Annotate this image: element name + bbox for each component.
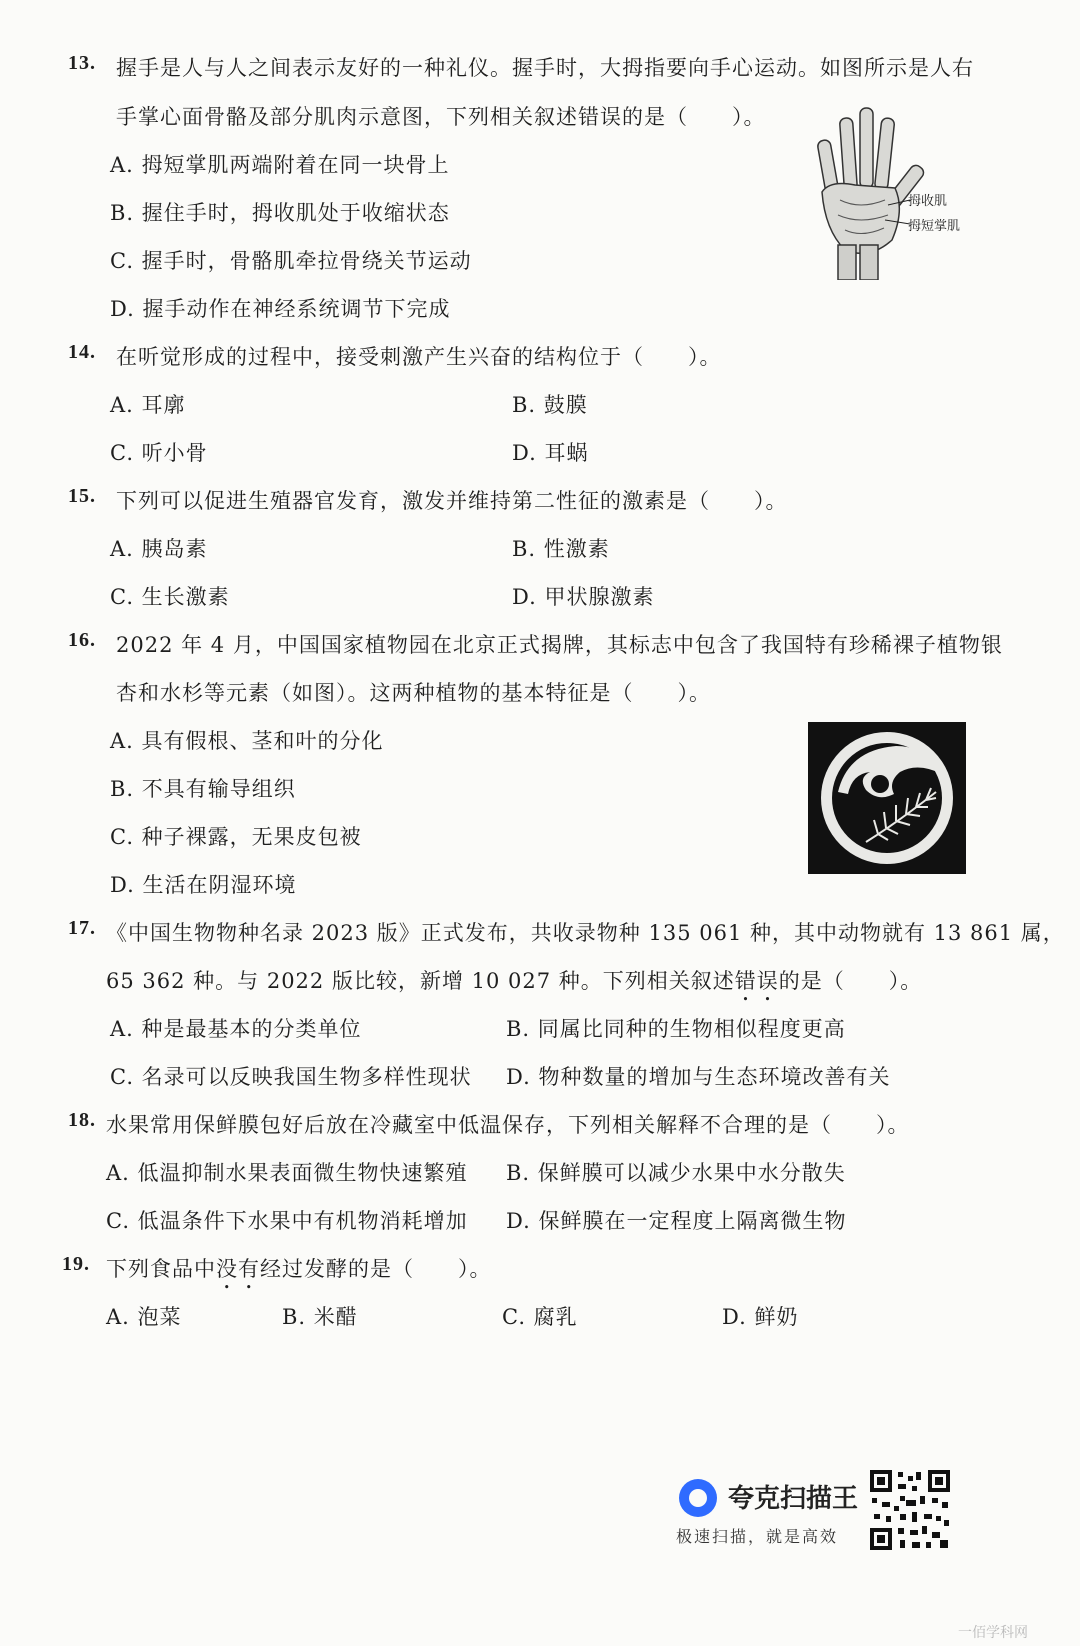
- qr-code: [870, 1470, 950, 1550]
- option-b: B. 同属比同种的生物相似程度更高: [506, 1017, 846, 1041]
- question-number: 16.: [68, 629, 96, 651]
- option-d: D. 鲜奶: [722, 1305, 799, 1329]
- slogan: 极速扫描，就是高效: [676, 1527, 839, 1546]
- app-name: 夸克扫描王: [728, 1484, 859, 1514]
- option-d: D. 保鲜膜在一定程度上隔离微生物: [506, 1209, 847, 1233]
- botanical-garden-logo: [808, 722, 966, 874]
- hand-skeleton-figure: [800, 100, 975, 280]
- question-stem: 握手是人与人之间表示友好的一种礼仪。握手时，大拇指要向手心运动。如图所示是人右: [116, 56, 974, 80]
- question-number: 14.: [68, 341, 96, 363]
- option-d: D. 物种数量的增加与生态环境改善有关: [506, 1065, 891, 1089]
- watermark: 一佰学科网: [958, 1625, 1028, 1641]
- question-number: 18.: [68, 1109, 96, 1131]
- question-stem: 水果常用保鲜膜包好后放在冷藏室中低温保存，下列相关解释不合理的是（ ）。: [106, 1113, 910, 1137]
- question-number: 17.: [68, 917, 96, 939]
- question-stem: 《中国生物物种名录 2023 版》正式发布，共收录物种 135 061 种，其中动物就有 13 861 属，: [106, 921, 1065, 945]
- question-stem: 在听觉形成的过程中，接受刺激产生兴奋的结构位于（ ）。: [116, 345, 722, 369]
- emphasis-text: 错误: [734, 969, 779, 993]
- question-number: 15.: [68, 485, 96, 507]
- hand-skeleton-icon: [800, 100, 975, 280]
- option-a: A. 泡菜: [106, 1305, 182, 1329]
- option-c: C. 生长激素: [110, 585, 230, 609]
- qr-code-icon: [870, 1470, 950, 1550]
- scanner-brand: [676, 1472, 876, 1552]
- option-d: D. 耳蜗: [512, 441, 589, 465]
- question-stem: 2022 年 4 月，中国国家植物园在北京正式揭牌，其标志中包含了我国特有珍稀裸子植物银: [116, 633, 1003, 657]
- figure-label-brevis: 拇短掌肌: [908, 219, 961, 234]
- option-a: A. 耳廓: [110, 393, 186, 417]
- figure-label-adductor: 拇收肌: [908, 194, 948, 209]
- option-c: C. 听小骨: [110, 441, 208, 465]
- option-c: C. 低温条件下水果中有机物消耗增加: [106, 1209, 468, 1233]
- question-number: 13.: [68, 52, 96, 74]
- option-c: C. 名录可以反映我国生物多样性现状: [110, 1065, 472, 1089]
- question-stem: 下列可以促进生殖器官发育，激发并维持第二性征的激素是（ ）。: [116, 489, 788, 513]
- option-c: C. 腐乳: [502, 1305, 578, 1329]
- option-a: A. 低温抑制水果表面微生物快速繁殖: [106, 1161, 468, 1185]
- ginkgo-metasequoia-logo-icon: [808, 722, 966, 874]
- option-d: D. 甲状腺激素: [512, 585, 655, 609]
- emphasis-text: 没有: [216, 1257, 260, 1281]
- option-b: B. 米醋: [282, 1305, 358, 1329]
- option-b: B. 保鲜膜可以减少水果中水分散失: [506, 1161, 846, 1185]
- option-a: A. 种是最基本的分类单位: [110, 1017, 362, 1041]
- option-b: B. 性激素: [512, 537, 610, 561]
- question-number: 19.: [62, 1253, 90, 1275]
- quark-logo-icon: [676, 1476, 720, 1520]
- option-a: A. 胰岛素: [110, 537, 208, 561]
- option-b: B. 鼓膜: [512, 393, 588, 417]
